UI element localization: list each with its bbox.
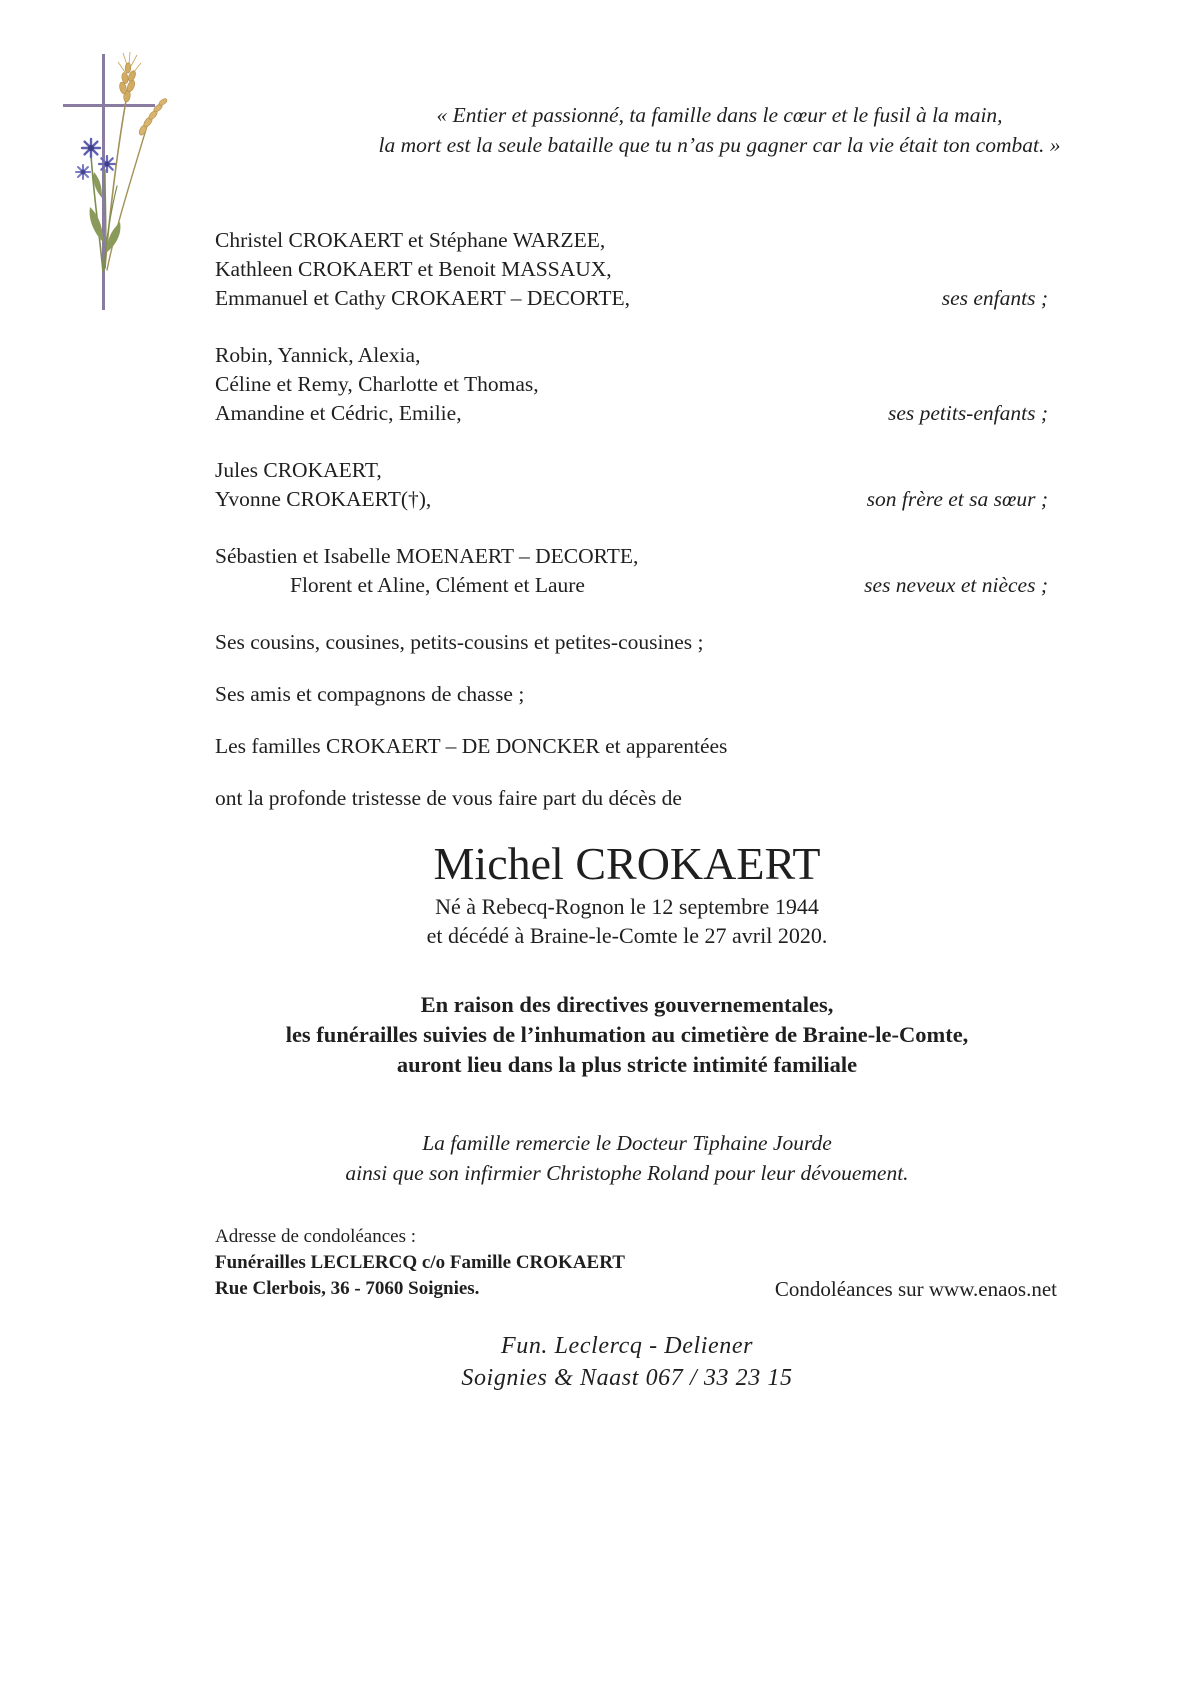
friends-line: Ses amis et compagnons de chasse ;: [215, 682, 525, 706]
condolence-address: [215, 1224, 625, 1302]
announcement-line: ont la profonde tristesse de vous faire part du décès de: [215, 786, 682, 810]
funeral-home-phone: Soignies & Naast 067 / 33 23 15: [461, 1365, 793, 1391]
condolence-address-line: Rue Clerbois, 36 - 7060 Soignies.: [215, 1278, 480, 1299]
family-names: [215, 226, 630, 313]
thanks-section: [0, 1128, 1194, 1188]
funeral-home-name: Fun. Leclercq - Deliener: [500, 1333, 754, 1359]
family-group-children: [215, 226, 1048, 313]
family-line: Kathleen CROKAERT et Benoit MASSAUX,: [215, 257, 612, 281]
relation-label: ses petits-enfants ;: [887, 401, 1048, 425]
condolences-section: [215, 1224, 1057, 1302]
wheat-ear-icon: [138, 97, 169, 136]
family-line: Florent et Aline, Clément et Laure: [290, 573, 585, 597]
family-line: Céline et Remy, Charlotte et Thomas,: [215, 372, 539, 396]
family-names: [215, 542, 638, 600]
thanks-line: ainsi que son infirmier Christophe Roland pour leur dévouement.: [345, 1161, 909, 1185]
condolence-address-label: Adresse de condoléances :: [215, 1226, 417, 1247]
funeral-notice: [0, 990, 1194, 1080]
deceased-name: Michel CROKAERT: [433, 838, 821, 889]
birth-line: Né à Rebecq-Rognon le 12 septembre 1944: [435, 894, 819, 919]
condolence-address-line: Funérailles LECLERCQ c/o Famille CROKAERT: [215, 1252, 625, 1273]
family-line: Christel CROKAERT et Stéphane WARZEE,: [215, 228, 606, 252]
family-line: Robin, Yannick, Alexia,: [215, 343, 421, 367]
relation-label: ses neveux et nièces ;: [864, 573, 1048, 597]
family-line: Yvonne CROKAERT(†),: [215, 487, 432, 511]
cross-flowers-illustration: [55, 50, 180, 318]
cousins-line: Ses cousins, cousines, petits-cousins et petites-cousines ;: [215, 630, 704, 654]
online-condolences: Condoléances sur www.enaos.net: [774, 1277, 1057, 1301]
cornflower-icon: [82, 139, 100, 157]
funeral-home-signature: [0, 1330, 1194, 1394]
family-group-nephews: [215, 542, 1048, 600]
notice-line: En raison des directives gouvernementales,: [420, 992, 834, 1017]
wheat-ear-icon: [118, 63, 137, 103]
family-line: Jules CROKAERT,: [215, 458, 382, 482]
death-line: et décédé à Braine-le-Comte le 27 avril 2020.: [426, 923, 828, 948]
thanks-line: La famille remercie le Docteur Tiphaine Jourde: [422, 1131, 832, 1155]
notice-line: les funérailles suivies de l’inhumation au cimetière de Braine-le-Comte,: [285, 1022, 969, 1047]
family-names: [215, 456, 431, 514]
family-line: Emmanuel et Cathy CROKAERT – DECORTE,: [215, 286, 631, 310]
family-names: [215, 341, 539, 428]
cross-horizontal-bar: [63, 104, 155, 107]
family-line: Amandine et Cédric, Emilie,: [215, 401, 462, 425]
cornflower-icon: [76, 165, 90, 179]
families-line: Les familles CROKAERT – DE DONCKER et apparentées: [215, 734, 728, 758]
quote-line: « Entier et passionné, ta famille dans le cœur et le fusil à la main,: [436, 103, 1003, 127]
notice-line: auront lieu dans la plus stricte intimité familiale: [396, 1052, 858, 1077]
family-line: Sébastien et Isabelle MOENAERT – DECORTE,: [215, 544, 639, 568]
quote-line: la mort est la seule bataille que tu n’as pu gagner car la vie était ton combat. »: [378, 133, 1061, 157]
relation-label: ses enfants ;: [941, 286, 1048, 310]
relation-label: son frère et sa sœur ;: [866, 487, 1048, 511]
family-list: [215, 226, 1048, 813]
deceased-section: [0, 836, 1194, 950]
family-group-siblings: [215, 456, 1048, 514]
cornflower-icon: [99, 156, 115, 172]
family-group-grandchildren: [215, 341, 1048, 428]
